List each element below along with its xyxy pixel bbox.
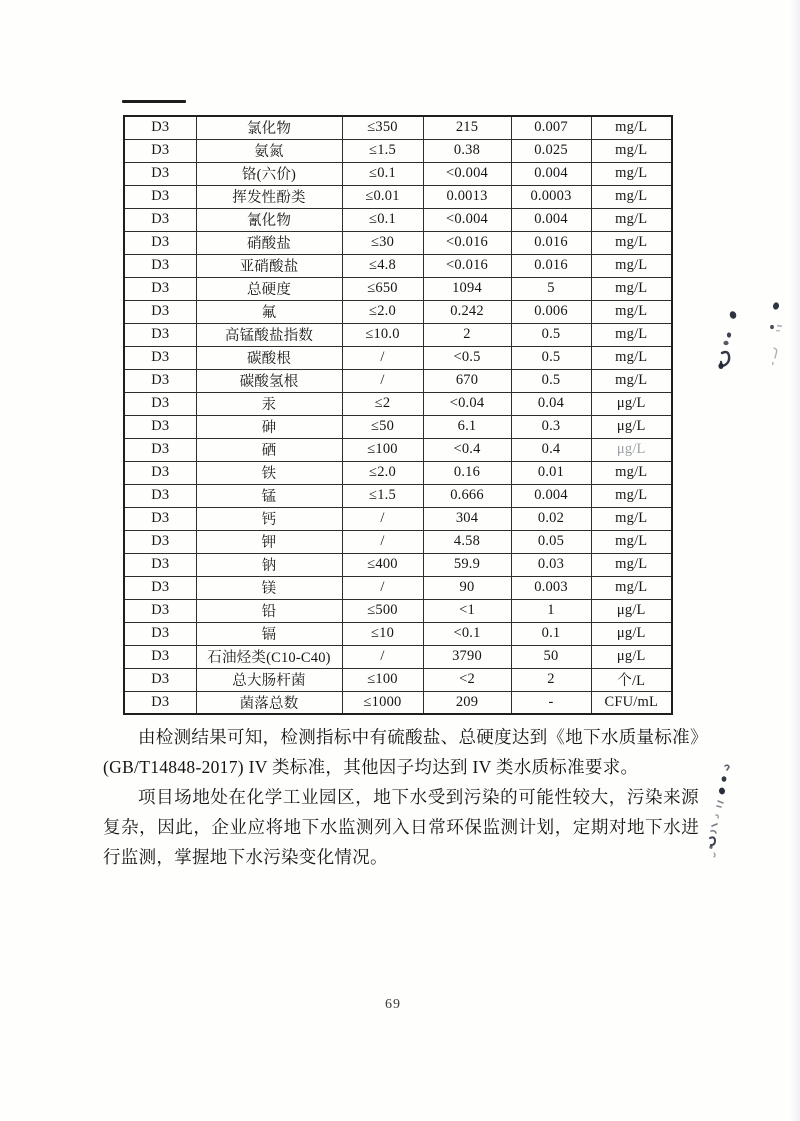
cell-value: <0.004 (423, 208, 511, 231)
cell-limit: ≤500 (342, 599, 423, 622)
table-row (124, 323, 672, 346)
cell-limit: ≤2.0 (342, 461, 423, 484)
conclusion-text (103, 722, 699, 872)
cell-unit: mg/L (591, 484, 672, 507)
cell-point: D3 (124, 323, 196, 346)
table-row (124, 507, 672, 530)
cell-value: <0.04 (423, 392, 511, 415)
cell-value: 1094 (423, 277, 511, 300)
table-row (124, 277, 672, 300)
cell-parameter: 铬(六价) (196, 162, 342, 185)
cell-point: D3 (124, 553, 196, 576)
scan-line-fragment (122, 100, 186, 103)
table-row (124, 208, 672, 231)
cell-unit: μg/L (591, 392, 672, 415)
table-row (124, 369, 672, 392)
cell-unit: μg/L (591, 645, 672, 668)
cell-value: 209 (423, 691, 511, 714)
cell-unit: mg/L (591, 553, 672, 576)
table-row (124, 116, 672, 139)
cell-limit: ≤0.01 (342, 185, 423, 208)
cell-point: D3 (124, 668, 196, 691)
cell-value: 4.58 (423, 530, 511, 553)
cell-detection_limit: 0.03 (511, 553, 591, 576)
cell-point: D3 (124, 116, 196, 139)
cell-parameter: 锰 (196, 484, 342, 507)
cell-point: D3 (124, 507, 196, 530)
cell-value: 215 (423, 116, 511, 139)
cell-value: 670 (423, 369, 511, 392)
cell-limit: / (342, 507, 423, 530)
cell-parameter: 钾 (196, 530, 342, 553)
cell-point: D3 (124, 208, 196, 231)
cell-point: D3 (124, 576, 196, 599)
cell-value: <0.5 (423, 346, 511, 369)
cell-parameter: 钠 (196, 553, 342, 576)
cell-detection_limit: 0.016 (511, 231, 591, 254)
cell-value: 2 (423, 323, 511, 346)
cell-parameter: 亚硝酸盐 (196, 254, 342, 277)
cell-unit: μg/L (591, 599, 672, 622)
cell-value: 304 (423, 507, 511, 530)
cell-detection_limit: 0.004 (511, 208, 591, 231)
cell-value: <0.004 (423, 162, 511, 185)
cell-value: 90 (423, 576, 511, 599)
cell-unit: mg/L (591, 576, 672, 599)
cell-unit: μg/L (591, 438, 672, 461)
cell-parameter: 铁 (196, 461, 342, 484)
cell-detection_limit: 0.025 (511, 139, 591, 162)
cell-limit: ≤350 (342, 116, 423, 139)
cell-detection_limit: 0.016 (511, 254, 591, 277)
cell-unit: mg/L (591, 162, 672, 185)
cell-limit: ≤2.0 (342, 300, 423, 323)
cell-parameter: 氨氮 (196, 139, 342, 162)
table-row (124, 300, 672, 323)
cell-value: 59.9 (423, 553, 511, 576)
cell-limit: ≤10.0 (342, 323, 423, 346)
cell-detection_limit: 0.5 (511, 369, 591, 392)
cell-unit: mg/L (591, 277, 672, 300)
cell-point: D3 (124, 392, 196, 415)
cell-detection_limit: 0.05 (511, 530, 591, 553)
cell-parameter: 镁 (196, 576, 342, 599)
table-row (124, 162, 672, 185)
handwritten-ink-mark (698, 758, 753, 863)
cell-point: D3 (124, 369, 196, 392)
cell-point: D3 (124, 415, 196, 438)
page-number: 69 (385, 997, 401, 1012)
cell-limit: ≤1.5 (342, 484, 423, 507)
cell-detection_limit: 0.004 (511, 162, 591, 185)
cell-detection_limit: 0.007 (511, 116, 591, 139)
cell-parameter: 石油烃类(C10-C40) (196, 645, 342, 668)
cell-detection_limit: 0.3 (511, 415, 591, 438)
cell-point: D3 (124, 530, 196, 553)
cell-unit: μg/L (591, 622, 672, 645)
cell-detection_limit: 0.0003 (511, 185, 591, 208)
cell-point: D3 (124, 139, 196, 162)
cell-detection_limit: 0.02 (511, 507, 591, 530)
cell-parameter: 钙 (196, 507, 342, 530)
cell-parameter: 氯化物 (196, 116, 342, 139)
cell-limit: / (342, 576, 423, 599)
cell-parameter: 挥发性酚类 (196, 185, 342, 208)
water-quality-table (123, 115, 673, 715)
cell-point: D3 (124, 277, 196, 300)
cell-point: D3 (124, 346, 196, 369)
cell-value: 0.38 (423, 139, 511, 162)
table-row (124, 576, 672, 599)
cell-value: 3790 (423, 645, 511, 668)
cell-unit: mg/L (591, 185, 672, 208)
cell-parameter: 汞 (196, 392, 342, 415)
cell-limit: ≤30 (342, 231, 423, 254)
cell-unit: 个/L (591, 668, 672, 691)
cell-value: <2 (423, 668, 511, 691)
cell-unit: μg/L (591, 415, 672, 438)
cell-parameter: 总大肠杆菌 (196, 668, 342, 691)
table-row (124, 415, 672, 438)
table-row (124, 622, 672, 645)
cell-limit: ≤100 (342, 668, 423, 691)
table-row (124, 668, 672, 691)
table-row (124, 231, 672, 254)
cell-detection_limit: - (511, 691, 591, 714)
cell-limit: ≤0.1 (342, 208, 423, 231)
cell-detection_limit: 5 (511, 277, 591, 300)
cell-point: D3 (124, 231, 196, 254)
cell-point: D3 (124, 254, 196, 277)
cell-point: D3 (124, 484, 196, 507)
cell-unit: mg/L (591, 346, 672, 369)
cell-limit: ≤0.1 (342, 162, 423, 185)
cell-limit: ≤4.8 (342, 254, 423, 277)
table-row (124, 139, 672, 162)
cell-unit: mg/L (591, 231, 672, 254)
cell-value: <0.016 (423, 231, 511, 254)
cell-parameter: 硝酸盐 (196, 231, 342, 254)
cell-detection_limit: 0.01 (511, 461, 591, 484)
cell-detection_limit: 0.006 (511, 300, 591, 323)
cell-point: D3 (124, 438, 196, 461)
cell-detection_limit: 0.5 (511, 323, 591, 346)
cell-unit: mg/L (591, 208, 672, 231)
table-row (124, 484, 672, 507)
handwritten-ink-mark (712, 296, 792, 386)
table-row (124, 530, 672, 553)
cell-point: D3 (124, 162, 196, 185)
cell-limit: / (342, 645, 423, 668)
cell-limit: ≤1000 (342, 691, 423, 714)
cell-value: <0.016 (423, 254, 511, 277)
table-row (124, 438, 672, 461)
cell-value: 0.0013 (423, 185, 511, 208)
table-row (124, 553, 672, 576)
cell-parameter: 硒 (196, 438, 342, 461)
cell-unit: mg/L (591, 116, 672, 139)
cell-value: 6.1 (423, 415, 511, 438)
cell-limit: ≤100 (342, 438, 423, 461)
cell-point: D3 (124, 599, 196, 622)
cell-limit: ≤50 (342, 415, 423, 438)
cell-parameter: 碳酸氢根 (196, 369, 342, 392)
cell-parameter: 镉 (196, 622, 342, 645)
cell-point: D3 (124, 185, 196, 208)
cell-detection_limit: 1 (511, 599, 591, 622)
cell-parameter: 氟 (196, 300, 342, 323)
cell-parameter: 高锰酸盐指数 (196, 323, 342, 346)
cell-limit: ≤650 (342, 277, 423, 300)
cell-parameter: 氰化物 (196, 208, 342, 231)
cell-detection_limit: 0.4 (511, 438, 591, 461)
paragraph-monitoring-advice: 项目场地处在化学工业园区，地下水受到污染的可能性较大，污染来源复杂，因此，企业应将地下水监测列入日常环保监测计划，定期对地下水进行监测，掌握地下水污染变化情况。 (103, 787, 699, 867)
cell-point: D3 (124, 645, 196, 668)
cell-value: <0.1 (423, 622, 511, 645)
table-row (124, 254, 672, 277)
paragraph-standard-conclusion: 由检测结果可知，检测指标中有硫酸盐、总硬度达到《地下水质量标准》(GB/T14848-2017) IV 类标准，其他因子均达到 IV 类水质标准要求。 (103, 727, 699, 777)
cell-unit: mg/L (591, 461, 672, 484)
cell-limit: ≤10 (342, 622, 423, 645)
cell-detection_limit: 0.004 (511, 484, 591, 507)
cell-parameter: 砷 (196, 415, 342, 438)
water-quality-table-body (124, 116, 672, 714)
cell-unit: mg/L (591, 139, 672, 162)
cell-unit: mg/L (591, 507, 672, 530)
cell-point: D3 (124, 622, 196, 645)
cell-detection_limit: 0.04 (511, 392, 591, 415)
table-row (124, 645, 672, 668)
cell-unit: mg/L (591, 369, 672, 392)
table-row (124, 185, 672, 208)
cell-detection_limit: 50 (511, 645, 591, 668)
cell-value: <1 (423, 599, 511, 622)
cell-unit: mg/L (591, 323, 672, 346)
cell-detection_limit: 2 (511, 668, 591, 691)
cell-limit: ≤2 (342, 392, 423, 415)
cell-unit: mg/L (591, 530, 672, 553)
cell-limit: / (342, 346, 423, 369)
table-row (124, 461, 672, 484)
cell-detection_limit: 0.5 (511, 346, 591, 369)
cell-parameter: 碳酸根 (196, 346, 342, 369)
table-row (124, 691, 672, 714)
cell-point: D3 (124, 461, 196, 484)
cell-limit: ≤1.5 (342, 139, 423, 162)
cell-detection_limit: 0.1 (511, 622, 591, 645)
cell-limit: ≤400 (342, 553, 423, 576)
cell-parameter: 铅 (196, 599, 342, 622)
cell-unit: mg/L (591, 254, 672, 277)
table-row (124, 392, 672, 415)
cell-parameter: 菌落总数 (196, 691, 342, 714)
cell-limit: / (342, 369, 423, 392)
table-row (124, 346, 672, 369)
cell-detection_limit: 0.003 (511, 576, 591, 599)
table-row (124, 599, 672, 622)
cell-limit: / (342, 530, 423, 553)
cell-unit: CFU/mL (591, 691, 672, 714)
cell-value: 0.16 (423, 461, 511, 484)
cell-value: 0.242 (423, 300, 511, 323)
cell-point: D3 (124, 691, 196, 714)
cell-value: <0.4 (423, 438, 511, 461)
cell-value: 0.666 (423, 484, 511, 507)
cell-parameter: 总硬度 (196, 277, 342, 300)
cell-point: D3 (124, 300, 196, 323)
cell-unit: mg/L (591, 300, 672, 323)
